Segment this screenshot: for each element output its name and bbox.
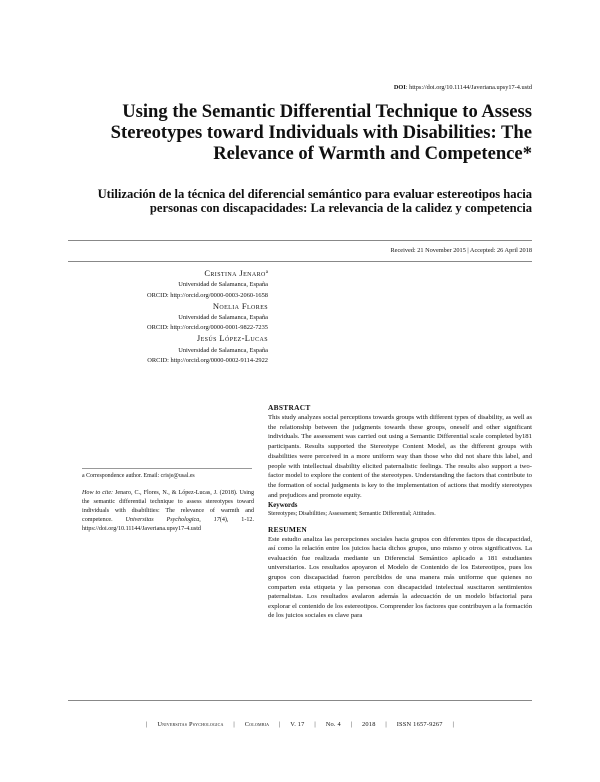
footer-bar: | (385, 721, 387, 728)
author-entry (8, 268, 268, 301)
article-title-english: Using the Semantic Differential Technique to Assess Stereotypes toward Individuals with Disabilities: The Relevance of Warmth and Competence* (110, 101, 532, 164)
footer-year: 2018 (362, 721, 376, 728)
footer-bar: | (146, 721, 148, 728)
keywords-heading: Keywords (268, 501, 298, 509)
author-affiliation: Universidad de Salamanca, España (178, 281, 268, 289)
doi-line (394, 84, 532, 91)
correspondence-note: a Correspondence author. Email: crisje@usal.es (82, 473, 195, 479)
abstract-heading: ABSTRACT (268, 403, 311, 412)
author-affiliation: Universidad de Salamanca, España (178, 346, 268, 354)
how-to-cite (82, 489, 254, 534)
author-name: Cristina Jenaro (204, 268, 266, 279)
footer-journal: Universitas Psychologica (157, 721, 224, 728)
footer-bar: | (350, 721, 353, 728)
footer-bar: | (314, 721, 316, 728)
author-entry (8, 301, 268, 334)
author-orcid[interactable]: ORCID: http://orcid.org/0000-0001-9822-7235 (147, 324, 268, 332)
footer-bar: | (279, 721, 281, 728)
author-entry (8, 333, 268, 366)
author-orcid[interactable]: ORCID: http://orcid.org/0000-0003-2060-1658 (147, 291, 268, 299)
keywords-text: Stereotypes; Disabilities; Assessment; Semantic Differential; Attitudes. (268, 511, 436, 518)
footer-divider (68, 700, 532, 701)
footnote-divider (82, 468, 252, 469)
header-divider (68, 240, 532, 241)
citation-text: Jenaro, C., Flores, N., & López-Lucas, J. (2018). Using the semantic differential technique to assess stereotypes toward individuals with disabilities: The relevance of warmth and competence. (82, 490, 255, 523)
author-affiliation: Universidad de Salamanca, España (178, 313, 268, 321)
footer-number: No. 4 (325, 721, 341, 728)
footer-bar: | (233, 721, 235, 728)
footer-issn: ISSN 1657-9267 (396, 721, 443, 728)
resumen-text: Este estudio analiza las percepciones sociales hacia grupos con diferentes tipos de discapacidad, así como la relación entre los juicios hacia dichos grupos, uno mismo y otros significativos. La evaluación fue realizada mediante un Diferencial Semántico aplicado a 181 estudiantes universitarios. Los resultados apoyaron el Modelo de Contenido de los Estereotipos, pues los grupos con discapacidad fueron percibidos de una manera más uniforme que quienes no comparten esta etiqueta y las personas con discapacidad intelectual suscitaron sentimientos paternalistas. Los resultados avalaron además la adecuación de un modelo bifactorial para explorar el contenido de los estereotipos. Comprender los factores que contribuyen a la formación de los juicios sociales es clave para (268, 535, 532, 620)
doi-label: DOI (393, 84, 406, 91)
citation-pages-doi[interactable]: (4), 1-12. https://doi.org/10.11144/Javeriana.upsy17-4.ustd (82, 516, 254, 532)
resumen-section (268, 525, 532, 621)
footer-volume: V. 17 (290, 721, 305, 728)
footer-bar: | (452, 721, 454, 728)
resumen-heading: RESUMEN (268, 525, 308, 534)
abstract-section (268, 403, 532, 520)
received-accepted-dates: Received: 21 November 2015 | Accepted: 26 April 2018 (390, 247, 532, 254)
citation-lead: How to cite: (82, 490, 114, 496)
doi-value[interactable]: : https://doi.org/10.11144/Javeriana.upsy17-4.ustd (405, 84, 532, 91)
author-superscript: a (265, 270, 268, 275)
abstract-text: This study analyzes social perceptions towards groups with different types of disability, as well as the relationship between the judgments towards these groups, oneself and other significant individuals. The assessment was carried out using a Semantic Differential scale completed by181 participants. Results supported the Stereotype Content Model, as the different groups with disabilities were perceived in a more uniform way than those who did not share this label, and people with intellectual disability elicited paternalistic feelings. The results also support a two-factor model to explore the content of the stereotypes. Understanding the factors that contribute to the formation of social judgments is key to the implementation of actions that modify stereotypes and prejudices and promote equity. (268, 413, 532, 499)
author-block (8, 268, 268, 366)
footer-country: Colombia (244, 721, 270, 728)
author-orcid[interactable]: ORCID: http://orcid.org/0000-0002-9114-2922 (147, 356, 268, 364)
citation-journal: Universitas Psychologica, 17 (125, 516, 220, 523)
author-name: Jesús López-Lucas (196, 333, 268, 344)
journal-footer (0, 721, 600, 728)
article-title-spanish: Utilización de la técnica del diferencial semántico para evaluar estereotipos hacia personas con discapacidades: La relevancia de la calidez y competencia (97, 187, 532, 216)
author-name: Noelia Flores (212, 300, 268, 311)
dates-divider (68, 261, 532, 262)
